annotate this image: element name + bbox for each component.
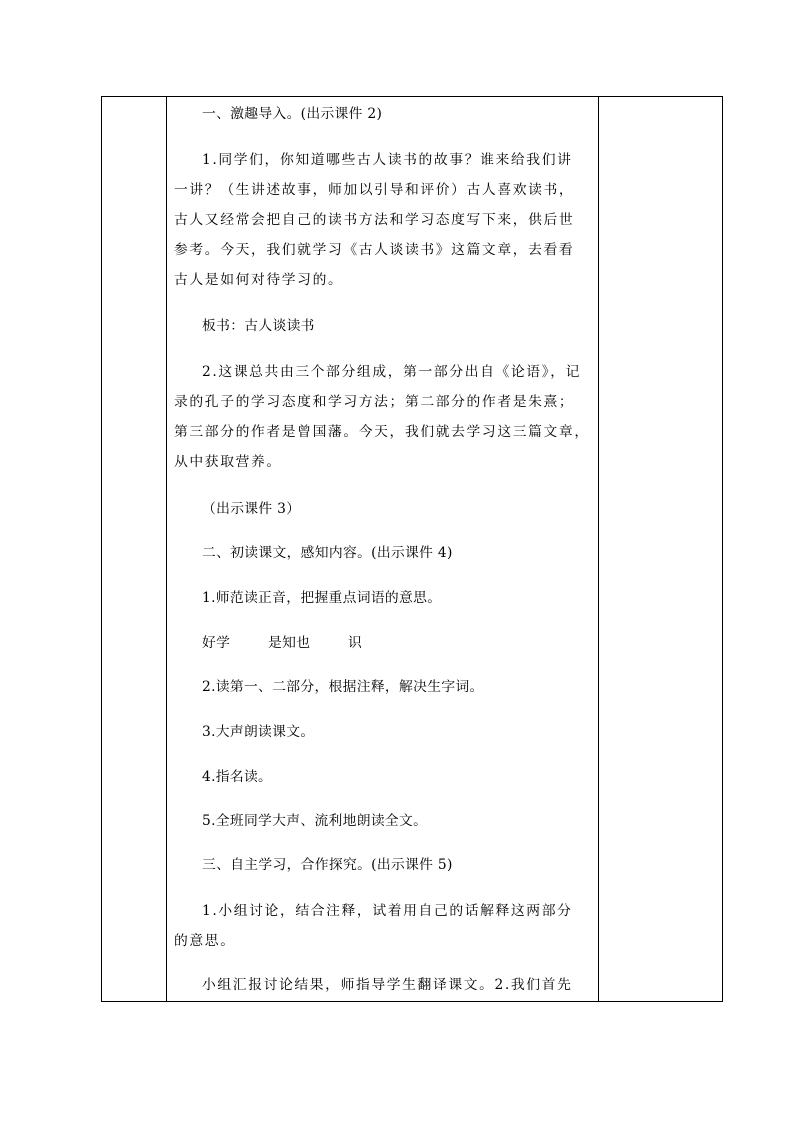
paragraph3-line1: 1.小组讨论，结合注释，试着用自己的话解释这两部分 (202, 903, 573, 919)
paragraph1-line5: 古人是如何对待学习的。 (174, 272, 344, 288)
section1-heading: 一、激趣导入。(出示课件 2) (202, 106, 383, 122)
paragraph3-line2: 的意思。 (174, 933, 236, 949)
section3-heading: 三、自主学习，合作探究。(出示课件 5) (202, 857, 453, 873)
section2-item5: 5.全班同学大声、流利地朗读全文。 (202, 813, 428, 829)
board-writing: 板书：古人谈读书 (202, 318, 315, 334)
vocab-word: 好学 (202, 635, 231, 651)
lesson-table (101, 96, 723, 1002)
paragraph2-line3: 第三部分的作者是曾国藩。今天，我们就去学习这三篇文章， (174, 424, 590, 440)
paragraph2-line2: 录的孔子的学习态度和学习方法；第二部分的作者是朱熹； (174, 394, 575, 410)
paragraph1-line4: 参考。今天，我们就学习《古人谈读书》这篇文章，去看看 (174, 242, 575, 258)
section2-item4: 4.指名读。 (202, 769, 273, 785)
courseware-note: （出示课件 3） (202, 501, 301, 517)
right-column-cell (598, 97, 722, 1001)
paragraph1-line3: 古人又经常会把自己的读书方法和学习态度写下来，供后世 (174, 212, 575, 228)
vocabulary-list (202, 635, 362, 651)
vocab-word: 识 (348, 635, 363, 651)
paragraph1-line1: 1.同学们，你知道哪些古人读书的故事？谁来给我们讲 (202, 152, 573, 168)
section2-item1: 1.师范读正音，把握重点词语的意思。 (202, 590, 442, 606)
paragraph2-line4: 从中获取营养。 (174, 454, 282, 470)
paragraph1-line2: 一讲？（生讲述故事，师加以引导和评价）古人喜欢读书， (174, 182, 575, 198)
paragraph4-line1: 小组汇报讨论结果，师指导学生翻译课文。2.我们首先 (202, 977, 573, 993)
lesson-content-cell (168, 97, 598, 1001)
section2-item2: 2.读第一、二部分，根据注释，解决生字词。 (202, 679, 484, 695)
vocab-word: 是知也 (268, 635, 311, 651)
left-column-cell (102, 97, 167, 1001)
section2-heading: 二、初读课文，感知内容。(出示课件 4) (202, 545, 453, 561)
section2-item3: 3.大声朗读课文。 (202, 724, 315, 740)
paragraph2-line1: 2.这课总共由三个部分组成，第一部分出自《论语》，记 (202, 364, 581, 380)
